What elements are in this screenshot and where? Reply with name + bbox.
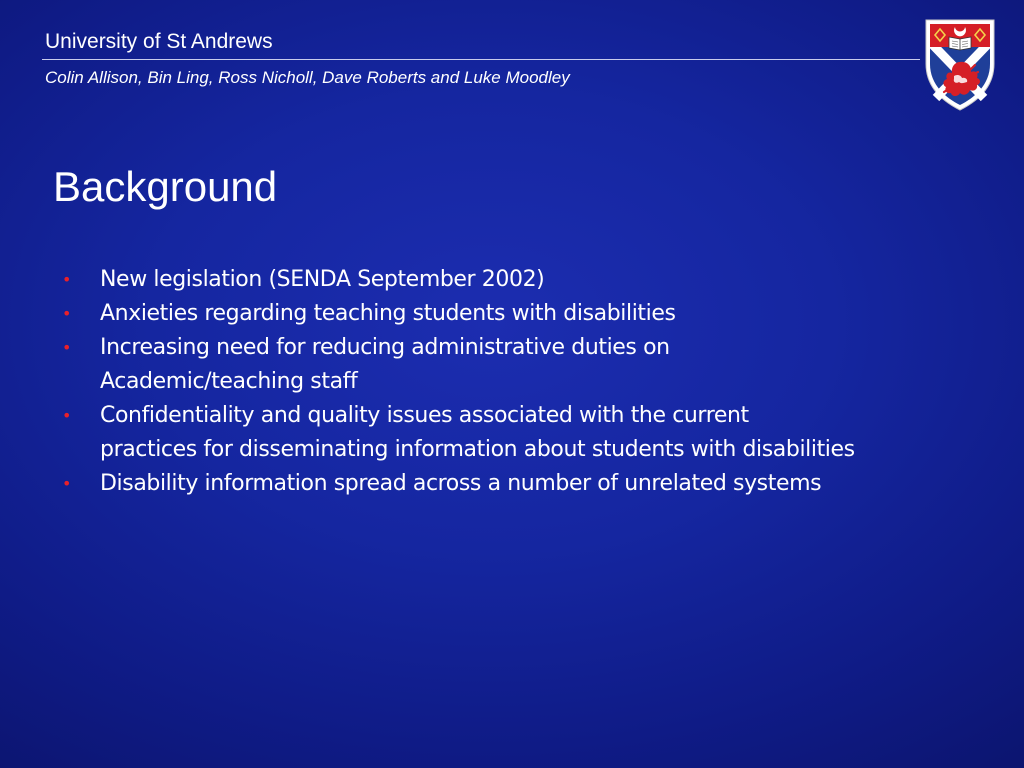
bullet-marker: •: [62, 304, 72, 323]
bullet-text: New legislation (SENDA September 2002): [100, 267, 545, 292]
bullet-marker: •: [62, 474, 72, 493]
bullet-item: [0, 263, 900, 297]
bullet-item: [0, 467, 900, 501]
header-divider: [42, 59, 920, 60]
bullet-text: Anxieties regarding teaching students with disabilities: [100, 301, 676, 326]
university-crest-icon: [924, 18, 996, 112]
bullet-text: Increasing need for reducing administrative duties on: [100, 335, 670, 360]
bullet-marker: •: [62, 338, 72, 357]
bullet-list: [0, 263, 900, 501]
bullet-item: [0, 399, 900, 467]
bullet-text: Disability information spread across a number of unrelated systems: [100, 471, 822, 496]
bullet-marker: •: [62, 270, 72, 289]
bullet-marker: •: [62, 406, 72, 425]
header-title: University of St Andrews: [45, 30, 273, 53]
slide-title: Background: [53, 163, 278, 210]
header-authors: Colin Allison, Bin Ling, Ross Nicholl, Dave Roberts and Luke Moodley: [45, 68, 570, 87]
bullet-text-continued: Academic/teaching staff: [100, 369, 358, 394]
bullet-item: [0, 297, 900, 331]
bullet-item: [0, 331, 900, 399]
bullet-text: Confidentiality and quality issues associated with the current: [100, 403, 749, 428]
bullet-text-continued: practices for disseminating information about students with disabilities: [100, 437, 855, 462]
